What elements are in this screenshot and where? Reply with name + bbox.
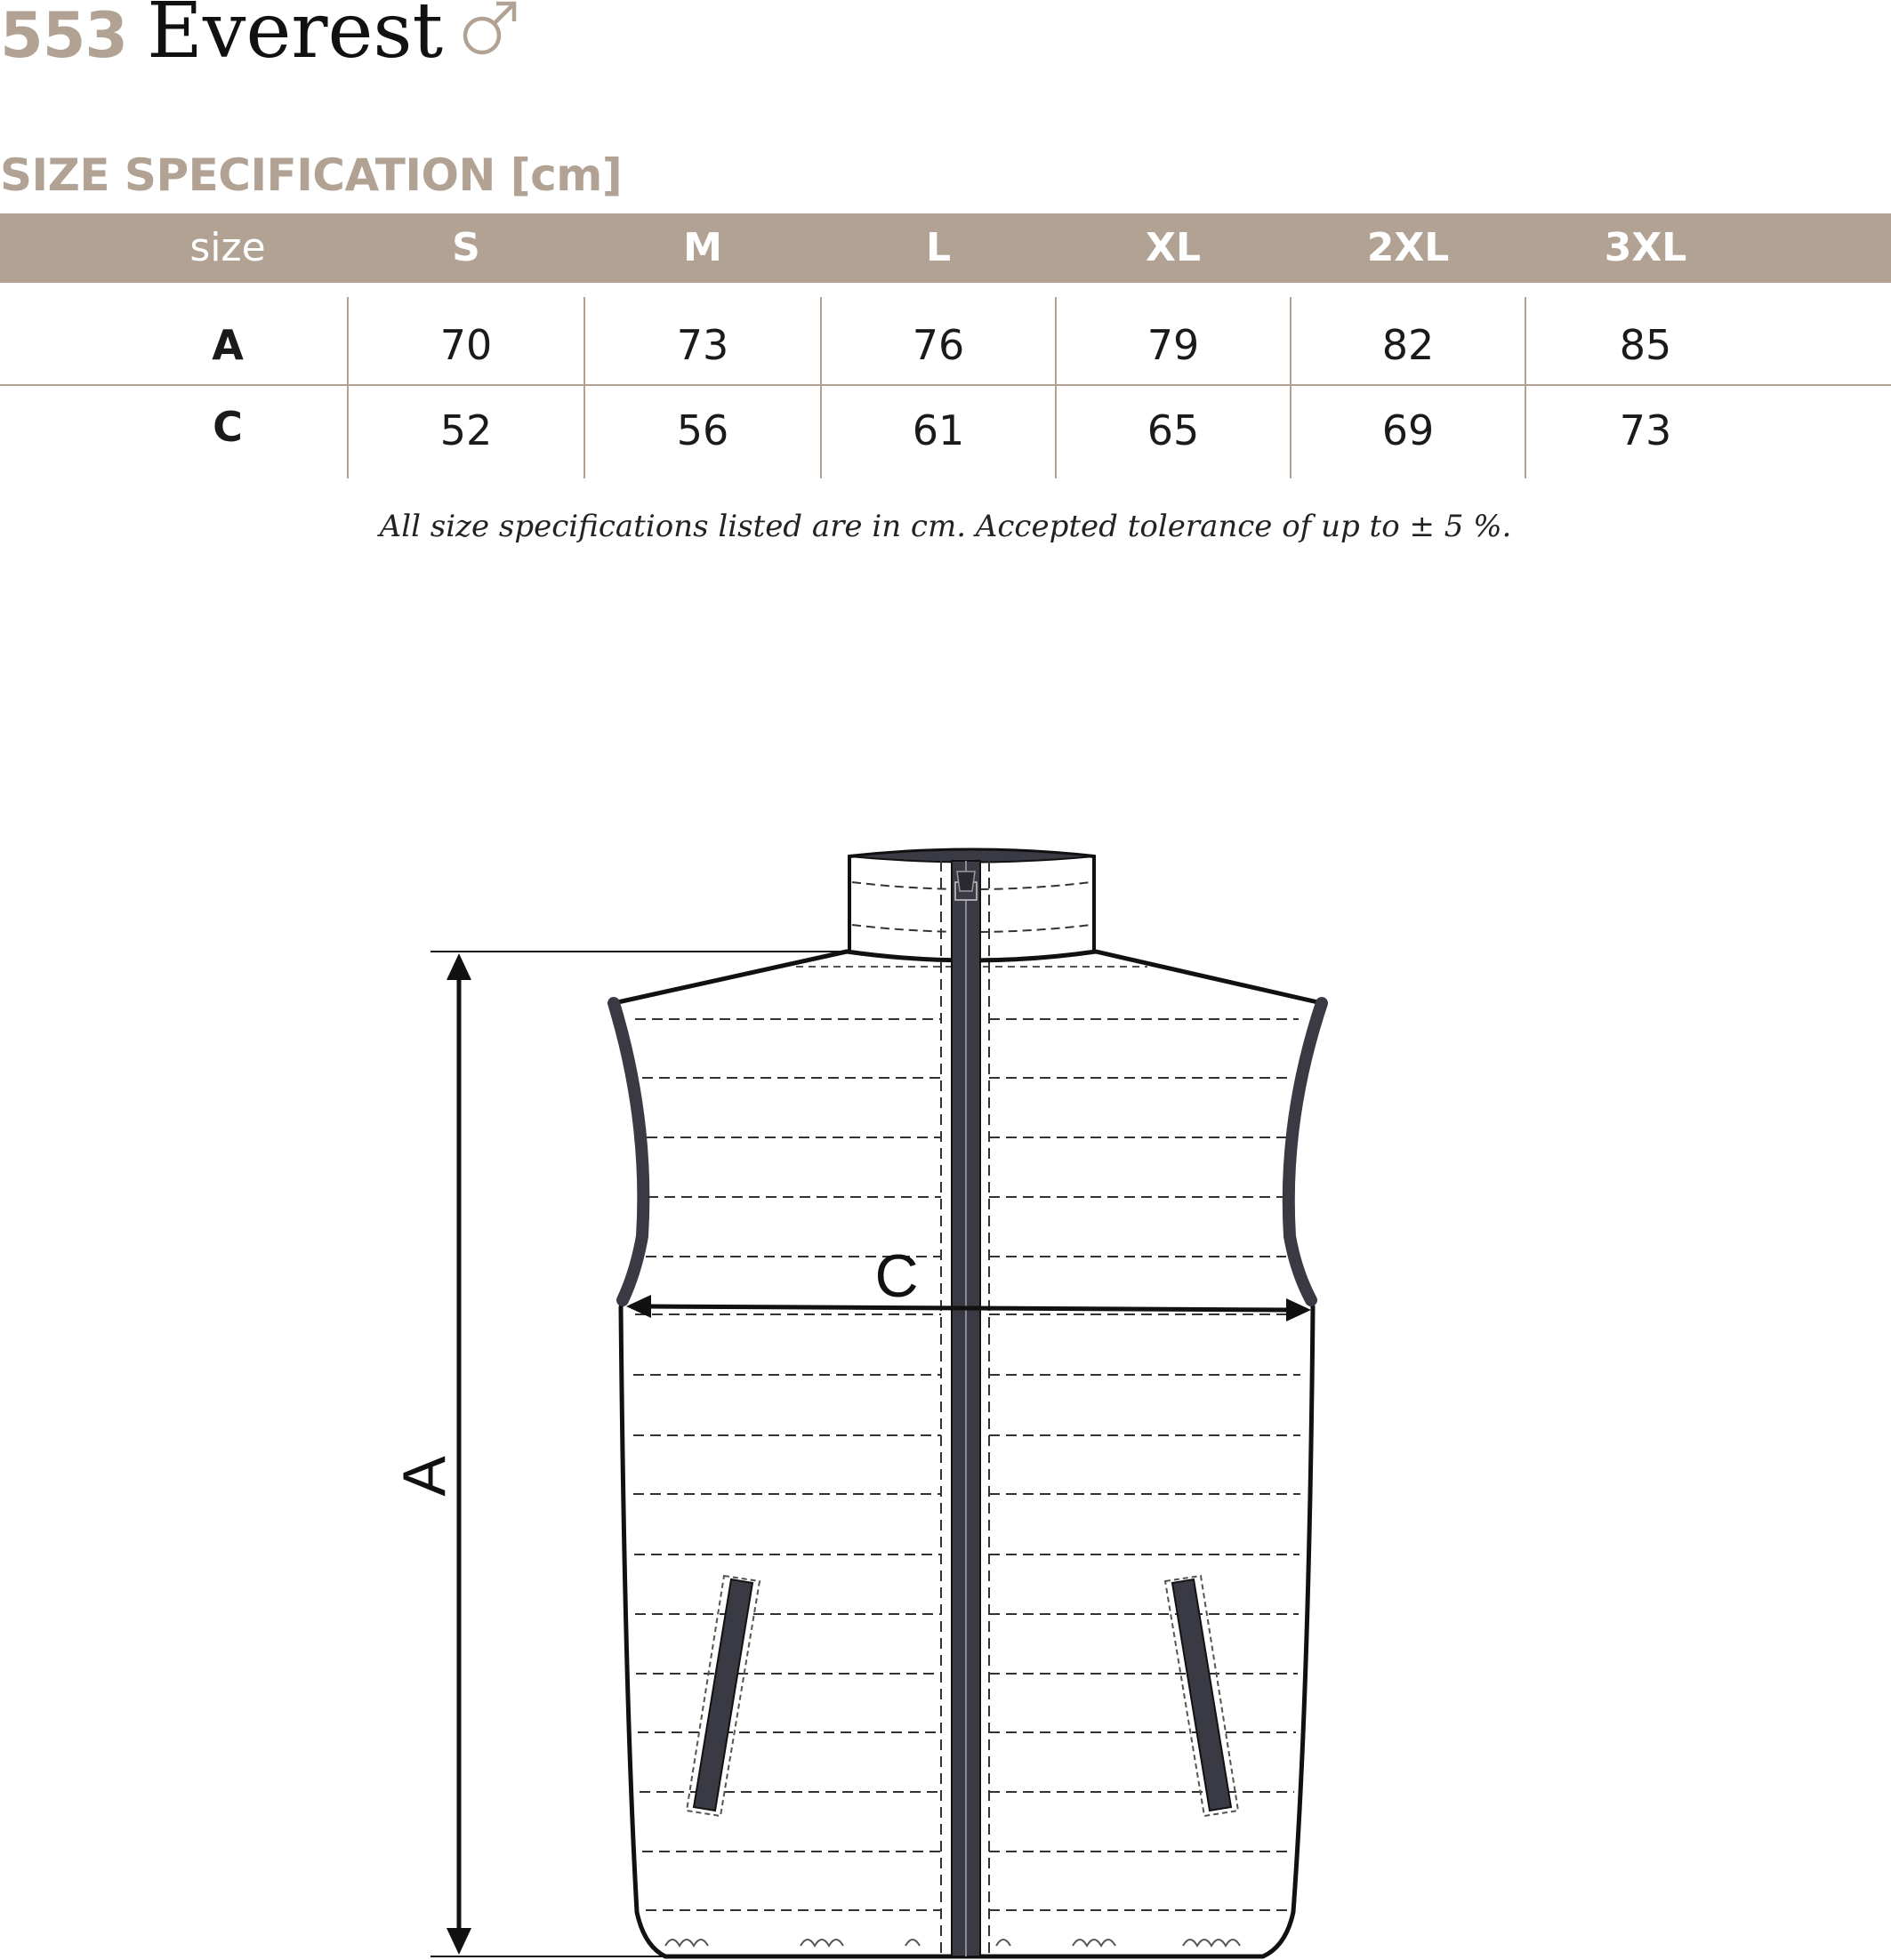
- table-cell: 70: [439, 321, 493, 369]
- front-zipper: [952, 861, 980, 1956]
- header-size: M: [683, 225, 722, 270]
- tolerance-note: All size specifications listed are in cm. Accepted tolerance of up to ± 5 %.: [379, 509, 1512, 544]
- product-number: 553: [0, 0, 128, 72]
- header-size: 2XL: [1366, 225, 1450, 270]
- size-specification-title: SIZE SPECIFICATION [cm]: [0, 149, 623, 201]
- table-cell: 85: [1619, 321, 1672, 369]
- product-name: Everest: [147, 0, 444, 76]
- row-label-a: A: [212, 321, 244, 369]
- table-cell: 69: [1381, 406, 1435, 454]
- header-size: 3XL: [1604, 225, 1687, 270]
- table-cell: 73: [1619, 406, 1672, 454]
- table-cell: 65: [1147, 406, 1200, 454]
- table-cell: 82: [1381, 321, 1435, 369]
- table-cell: 52: [439, 406, 493, 454]
- header-size: L: [925, 225, 952, 270]
- measure-c-label: C: [874, 1242, 919, 1310]
- table-cell: 76: [912, 321, 965, 369]
- header-size: XL: [1146, 225, 1201, 270]
- table-cell: 79: [1147, 321, 1200, 369]
- header-size: S: [452, 225, 480, 270]
- table-cell: 56: [676, 406, 729, 454]
- row-label-c: C: [213, 403, 243, 451]
- measure-a-label: A: [390, 1456, 458, 1497]
- table-cell: 61: [912, 406, 965, 454]
- table-cell: 73: [676, 321, 729, 369]
- header-size-label: size: [189, 225, 266, 270]
